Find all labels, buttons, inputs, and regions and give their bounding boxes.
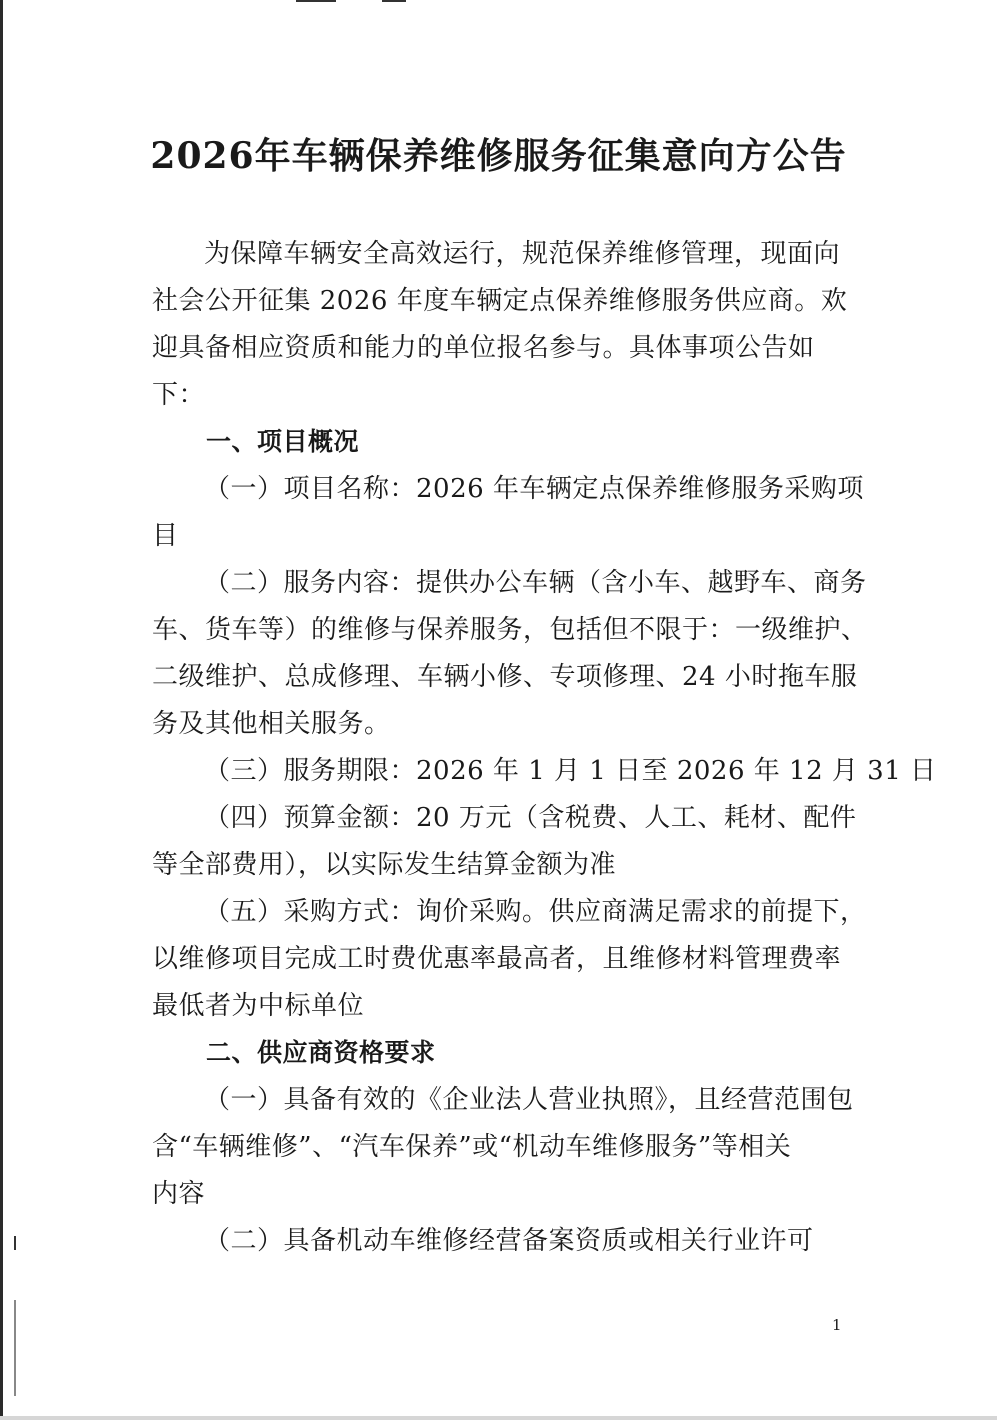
- paragraph-line: （一）具备有效的《企业法人营业执照》，且经营范围包: [204, 1085, 854, 1115]
- paragraph-line: （五）采购方式：询价采购。供应商满足需求的前提下，: [204, 897, 867, 927]
- paragraph-line: 下：: [152, 380, 206, 410]
- scan-mark: [14, 1236, 16, 1250]
- paragraph-line: （四）预算金额：20 万元（含税费、人工、耗材、配件: [204, 803, 857, 833]
- scan-mark: [296, 0, 336, 2]
- scan-edge-bottom: [0, 1416, 997, 1420]
- page-number: 1: [832, 1316, 842, 1334]
- paragraph-line: 等全部费用），以实际发生结算金额为准: [152, 850, 617, 880]
- paragraph-line: （二）服务内容：提供办公车辆（含小车、越野车、商务: [204, 568, 867, 598]
- paragraph-line: （一）项目名称：2026 年车辆定点保养维修服务采购项: [204, 474, 864, 504]
- paragraph-line: 目: [152, 521, 179, 551]
- paragraph-line: 最低者为中标单位: [152, 991, 365, 1021]
- paragraph-line: （二）具备机动车维修经营备案资质或相关行业许可: [204, 1226, 814, 1256]
- scan-mark: [382, 0, 406, 2]
- paragraph-line: 二级维护、总成修理、车辆小修、专项修理、24 小时拖车服: [152, 662, 858, 692]
- section-heading: 二、供应商资格要求: [206, 1038, 436, 1067]
- document-title: 2026年车辆保养维修服务征集意向方公告: [150, 135, 847, 177]
- paragraph-line: 含“车辆维修”、“汽车保养”或“机动车维修服务”等相关: [152, 1132, 792, 1162]
- paragraph-line: 内容: [152, 1179, 206, 1209]
- section-heading: 一、项目概况: [206, 427, 360, 456]
- paragraph-line: 以维修项目完成工时费优惠率最高者，且维修材料管理费率: [152, 944, 842, 974]
- scan-edge: [0, 0, 3, 1420]
- paragraph-line: 为保障车辆安全高效运行，规范保养维修管理，现面向: [204, 239, 841, 269]
- paragraph-line: 迎具备相应资质和能力的单位报名参与。具体事项公告如: [152, 333, 815, 363]
- paragraph-line: 车、货车等）的维修与保养服务，包括但不限于：一级维护、: [152, 615, 868, 645]
- paragraph-line: 社会公开征集 2026 年度车辆定点保养维修服务供应商。欢: [152, 286, 848, 316]
- paragraph-line: （三）服务期限：2026 年 1 月 1 日至 2026 年 12 月 31 日: [204, 756, 937, 786]
- scan-mark: [14, 1300, 16, 1396]
- paragraph-line: 务及其他相关服务。: [152, 709, 391, 739]
